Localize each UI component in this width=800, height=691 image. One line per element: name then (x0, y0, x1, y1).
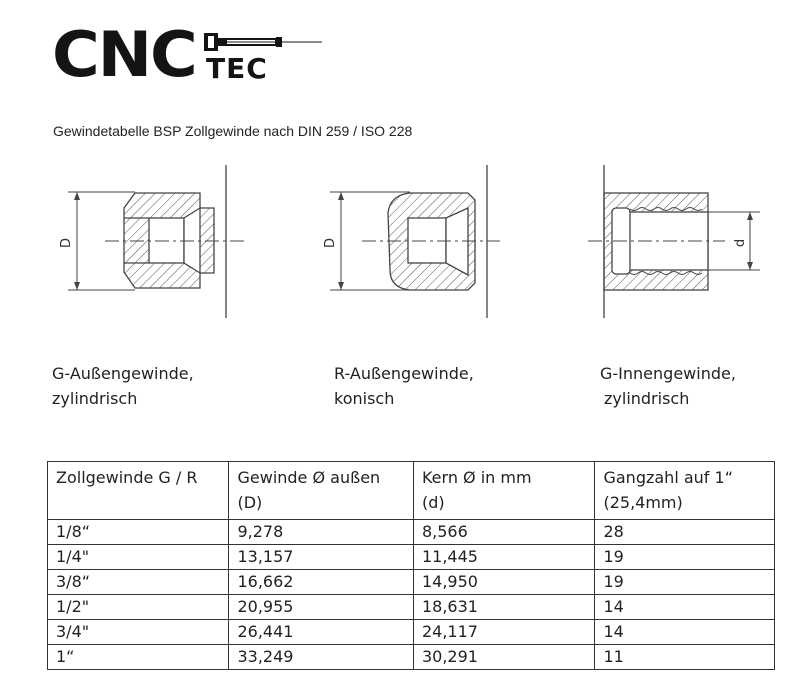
header-line1: Gewinde Ø außen (237, 468, 381, 487)
caption-line1: G-Innengewinde, (600, 364, 736, 383)
caption-r-external (334, 361, 474, 411)
page-subtitle: Gewindetabelle BSP Zollgewinde nach DIN 259 / ISO 228 (53, 123, 413, 139)
table-row (48, 545, 775, 570)
thread-drawings (0, 160, 800, 330)
cell-threads-per-inch: 19 (595, 570, 775, 595)
cell-thread-size: 1/4" (48, 545, 229, 570)
cell-core-diameter: 30,291 (413, 645, 594, 670)
table-row (48, 620, 775, 645)
table-row (48, 520, 775, 545)
table-row (48, 645, 775, 670)
cell-core-diameter: 24,117 (413, 620, 594, 645)
caption-g-internal (600, 361, 736, 411)
cell-core-diameter: 8,566 (413, 520, 594, 545)
dimension-label-D-2: D (323, 237, 338, 249)
header-line1: Kern Ø in mm (421, 468, 532, 487)
header-thread-size (48, 462, 229, 520)
cell-outer-diameter: 33,249 (229, 645, 414, 670)
caption-line2: zylindrisch (604, 389, 690, 408)
drawing-r-external-conical (330, 165, 500, 318)
cell-threads-per-inch: 19 (595, 545, 775, 570)
cell-threads-per-inch: 14 (595, 595, 775, 620)
dimension-label-D-1: D (59, 237, 74, 249)
cell-outer-diameter: 13,157 (229, 545, 414, 570)
cell-threads-per-inch: 28 (595, 520, 775, 545)
cell-outer-diameter: 20,955 (229, 595, 414, 620)
cell-core-diameter: 18,631 (413, 595, 594, 620)
cell-outer-diameter: 9,278 (229, 520, 414, 545)
cell-threads-per-inch: 14 (595, 620, 775, 645)
cell-thread-size: 3/4" (48, 620, 229, 645)
cell-thread-size: 1/2" (48, 595, 229, 620)
table-row (48, 570, 775, 595)
table-row (48, 595, 775, 620)
header-line2: (25,4mm) (603, 493, 683, 512)
cell-thread-size: 3/8“ (48, 570, 229, 595)
header-line2: (d) (421, 493, 445, 512)
caption-g-external (52, 361, 194, 411)
logo-main-text: CNC (52, 18, 196, 91)
cnc-tec-logo (52, 18, 282, 91)
thread-table (47, 461, 775, 670)
logo-sub-text: TEC (206, 52, 268, 85)
caption-line2: zylindrisch (52, 389, 138, 408)
cell-outer-diameter: 26,441 (229, 620, 414, 645)
cell-core-diameter: 14,950 (413, 570, 594, 595)
drawing-g-external-cylindrical (68, 165, 245, 318)
caption-line1: R-Außengewinde, (334, 364, 474, 383)
header-line1: Zollgewinde G / R (56, 468, 198, 487)
cell-thread-size: 1/8“ (48, 520, 229, 545)
cell-threads-per-inch: 11 (595, 645, 775, 670)
header-threads-per-inch (595, 462, 775, 520)
cell-thread-size: 1“ (48, 645, 229, 670)
header-core-diameter (413, 462, 594, 520)
header-line2: (D) (237, 493, 263, 512)
caption-line2: konisch (334, 389, 395, 408)
dimension-label-d: d (733, 238, 748, 248)
header-line1: Gangzahl auf 1“ (603, 468, 733, 487)
table-header-row (48, 462, 775, 520)
cell-core-diameter: 11,445 (413, 545, 594, 570)
cell-outer-diameter: 16,662 (229, 570, 414, 595)
caption-line1: G-Außengewinde, (52, 364, 194, 383)
header-outer-diameter (229, 462, 414, 520)
